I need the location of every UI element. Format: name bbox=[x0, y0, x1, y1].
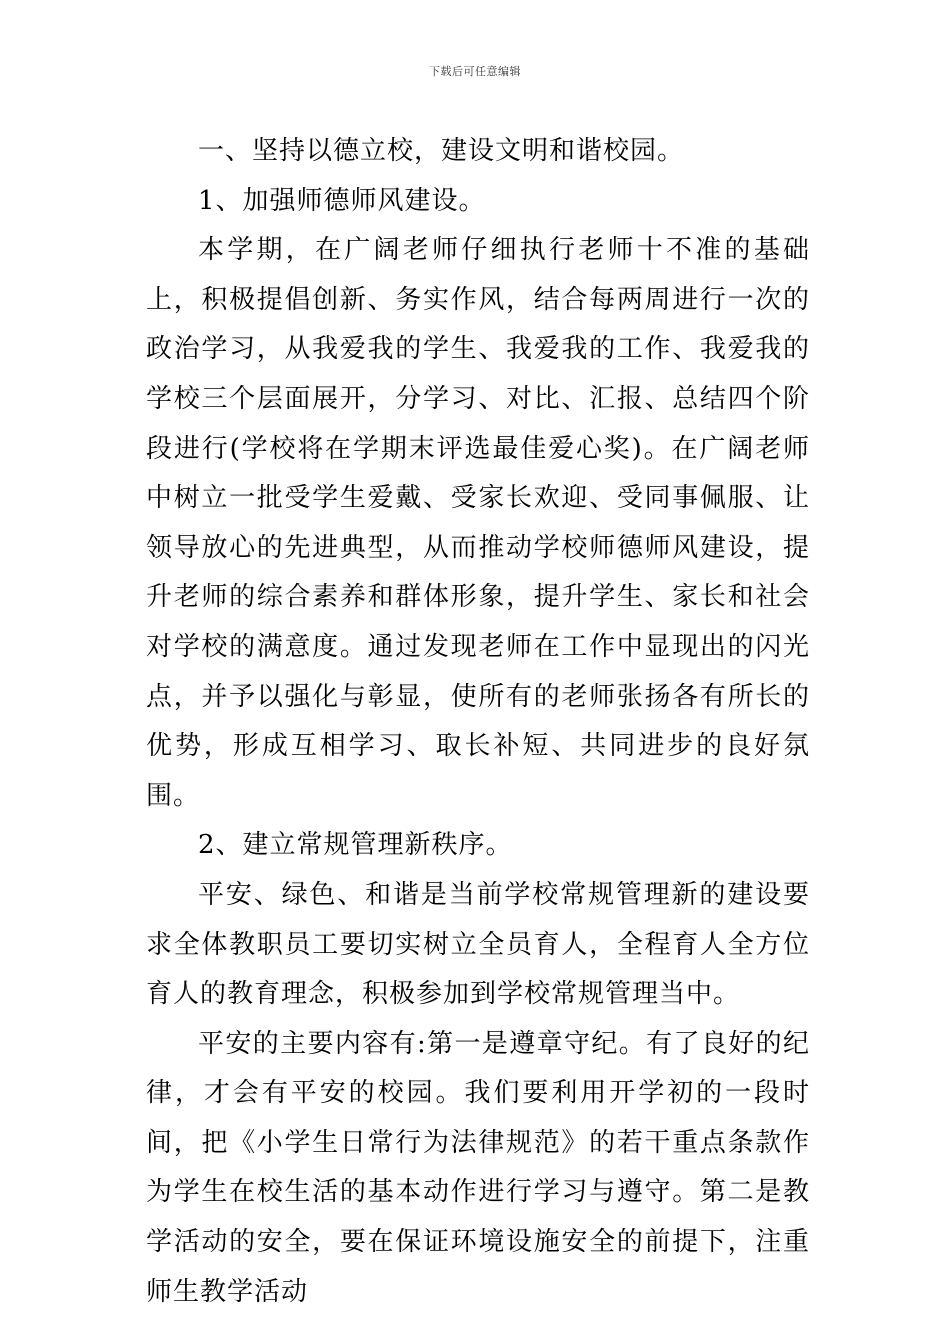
section-heading: 一、坚持以德立校，建设文明和谐校园。 bbox=[198, 136, 685, 166]
page-header-note: 下载后可任意编辑 bbox=[429, 65, 521, 78]
body-paragraph: 本学期，在广阔老师仔细执行老师十不准的基础上，积极提倡创新、务实作风，结合每两周进行一次的政治学习，从我爱我的学生、我爱我的工作、我爱我的学校三个层面展开，分学习、对比、汇报、总结四个阶段进行(学校将在学期末评选最佳爱心奖)。在广阔老师中树立一批受学生爱戴、受家长欢迎、受同事佩服、让领导放心的先进典型，从而推动学校师德师风建设，提升老师的综合素养和群体形象，提升学生、家长和社会对学校的满意度。通过发现老师在工作中显现出的闪光点，并予以强化与彰显，使所有的老师张扬各有所长的优势，形成互相学习、取长补短、共同进步的良好氛围。 bbox=[146, 235, 810, 811]
subsection-heading: 1、加强师德师风建设。 bbox=[198, 185, 486, 216]
subsection-heading: 2、建立常规管理新秩序。 bbox=[198, 830, 513, 861]
body-paragraph: 平安的主要内容有:第一是遵章守纪。有了良好的纪律，才会有平安的校园。我们要利用开学初的一段时间，把《小学生日常行为法律规范》的若干重点条款作为学生在校生活的基本动作进行学习与遵守。第二是教学活动的安全，要在保证环境设施安全的前提下，注重师生教学活动 bbox=[146, 1028, 810, 1307]
document-body bbox=[146, 127, 810, 1317]
body-paragraph: 平安、绿色、和谐是当前学校常规管理新的建设要求全体教职员工要切实树立全员育人，全程育人全方位育人的教育理念，积极参加到学校常规管理当中。 bbox=[146, 879, 810, 1010]
